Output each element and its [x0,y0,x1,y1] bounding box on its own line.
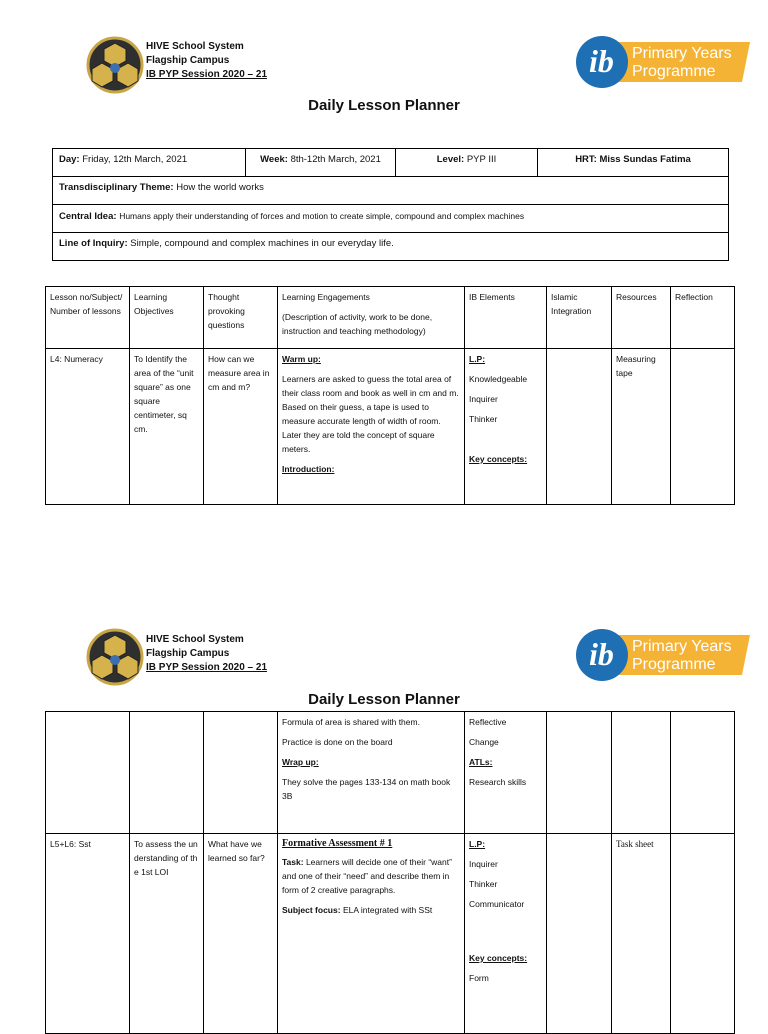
continued-text: Practice is done on the board [282,737,393,747]
theme-cell: Transdisciplinary Theme: How the world works [53,177,729,205]
key-concept-item: Reflective [469,717,507,727]
week-cell: Week: 8th-12th March, 2021 [246,149,396,177]
session-label: IB PYP Session 2020 – 21 [146,69,268,80]
continued-text: Formula of area is shared with them. [282,717,420,727]
wrapup-text: They solve the pages 133-134 on math book 3B [282,777,451,801]
engagements-cell [278,349,465,505]
inquiry-cell: Line of Inquiry: Simple, compound and complex machines in our everyday life. [53,233,729,261]
col-engagements: Learning Engagements (Description of activity, work to be done, instruction and teaching methodology) [278,287,465,349]
ib-elements-cell: L.P: Knowledgeable Inquirer Thinker Key concepts: [465,349,547,505]
col-islamic: Islamic Integration [547,287,612,349]
ib-elements-cell [465,712,547,834]
week-value: 8th-12th March, 2021 [290,154,381,165]
islamic-cell [547,349,612,505]
day-cell: Day: Friday, 12th March, 2021 [53,149,246,177]
lp-item: Inquirer [469,859,498,869]
info-table [52,148,729,261]
ib-text-line2: Programme [632,656,716,673]
level-value: PYP III [466,154,497,165]
campus-name: Flagship Campus [146,55,230,66]
lp-item: Thinker [469,414,498,424]
ib-pyp-logo [574,627,752,683]
session-label: IB PYP Session 2020 – 21 [146,662,268,673]
lesson-cell: L4: Numeracy [46,349,130,505]
questions-cell: What have we learned so far? [204,834,278,1034]
engagements-cell: Formative Assessment # 1 Task: Learners will decide one of their “want” and one of their “need” and describe them in form of 2 creative paragraphs. Subject focus: ELA integrated with SSt [278,834,465,1034]
atl-item: Research skills [469,777,527,787]
table-row [46,349,735,505]
key-concept-item: Change [469,737,499,747]
col-resources: Resources [612,287,671,349]
inquiry-value: Simple, compound and complex machines in our everyday life. [130,238,394,249]
warmup-text: Learners are asked to guess the total area of their class room and book as well in cm and m. Based on their guess, a tape is used to measure accurate length of width of room. Later they are told the concept of square meters. [282,374,459,454]
central-idea-value: Humans apply their understanding of forces and motion to create simple, compound and complex machines [119,211,525,221]
atls-heading: ATLs: [469,757,493,767]
task-text: Learners will decide one of their “want” and one of their “need” and describe them in form of 2 creative paragraphs. [282,857,452,895]
ib-text-line1: Primary Years [632,45,732,62]
ib-elements-cell: L.P: Inquirer Thinker Communicator Key concepts: Form [465,834,547,1034]
key-concept-item: Form [469,973,489,983]
reflection-cell [671,834,735,1034]
school-logo [86,35,144,95]
table-row [46,834,735,1034]
central-idea-cell: Central Idea: Humans apply their understanding of forces and motion to create simple, compound and complex machines [53,205,729,233]
objectives-cell: To Identify the area of the “unit square” as one square centimeter, sq cm. [130,349,204,505]
theme-value: How the world works [176,182,264,193]
hrt-cell: HRT: Miss Sundas Fatima [538,149,729,177]
lesson-table [45,286,735,505]
school-name: HIVE School System [146,41,244,52]
col-objectives: Learning Objectives [130,287,204,349]
school-logo [86,627,144,687]
page-title: Daily Lesson Planner [308,97,460,114]
islamic-cell [547,834,612,1034]
ib-mark: ib [589,43,614,79]
day-value: Friday, 12th March, 2021 [82,154,188,165]
questions-cell: How can we measure area in cm and m? [204,349,278,505]
wrapup-heading: Wrap up: [282,757,319,767]
key-concepts-heading: Key concepts: [469,454,528,464]
col-ib-elements: IB Elements [465,287,547,349]
lp-item: Thinker [469,879,498,889]
school-name: HIVE School System [146,634,244,645]
col-questions: Thought provoking questions [204,287,278,349]
ib-pyp-logo [574,34,752,90]
key-concepts-heading: Key concepts: [469,953,528,963]
warmup-heading: Warm up: [282,354,321,364]
table-row [46,712,735,834]
lesson-table-continued [45,711,735,1034]
resources-cell: Task sheet [612,834,671,1034]
ib-text-line2: Programme [632,63,716,80]
ib-mark: ib [589,636,614,672]
col-reflection: Reflection [671,287,735,349]
reflection-cell [671,349,735,505]
subject-focus-text: ELA integrated with SSt [342,905,433,915]
page-title: Daily Lesson Planner [308,691,460,708]
lesson-cell: L5+L6: Sst [46,834,130,1034]
level-cell: Level: PYP III [396,149,538,177]
resources-cell: Measuring tape [612,349,671,505]
campus-name: Flagship Campus [146,648,230,659]
introduction-heading: Introduction: [282,464,335,474]
hrt-value: Miss Sundas Fatima [599,154,691,165]
objectives-cell: To assess the understanding of the 1st LOI [130,834,204,1034]
col-lesson: Lesson no/Subject/Number of lessons [46,287,130,349]
lp-item: Inquirer [469,394,498,404]
formative-assessment-heading: Formative Assessment # 1 [282,838,393,849]
engagements-cell [278,712,465,834]
col-engagements-note: (Description of activity, work to be done, instruction and teaching methodology) [282,312,433,336]
lp-item: Communicator [469,899,525,909]
ib-text-line1: Primary Years [632,638,732,655]
lp-item: Knowledgeable [469,374,528,384]
